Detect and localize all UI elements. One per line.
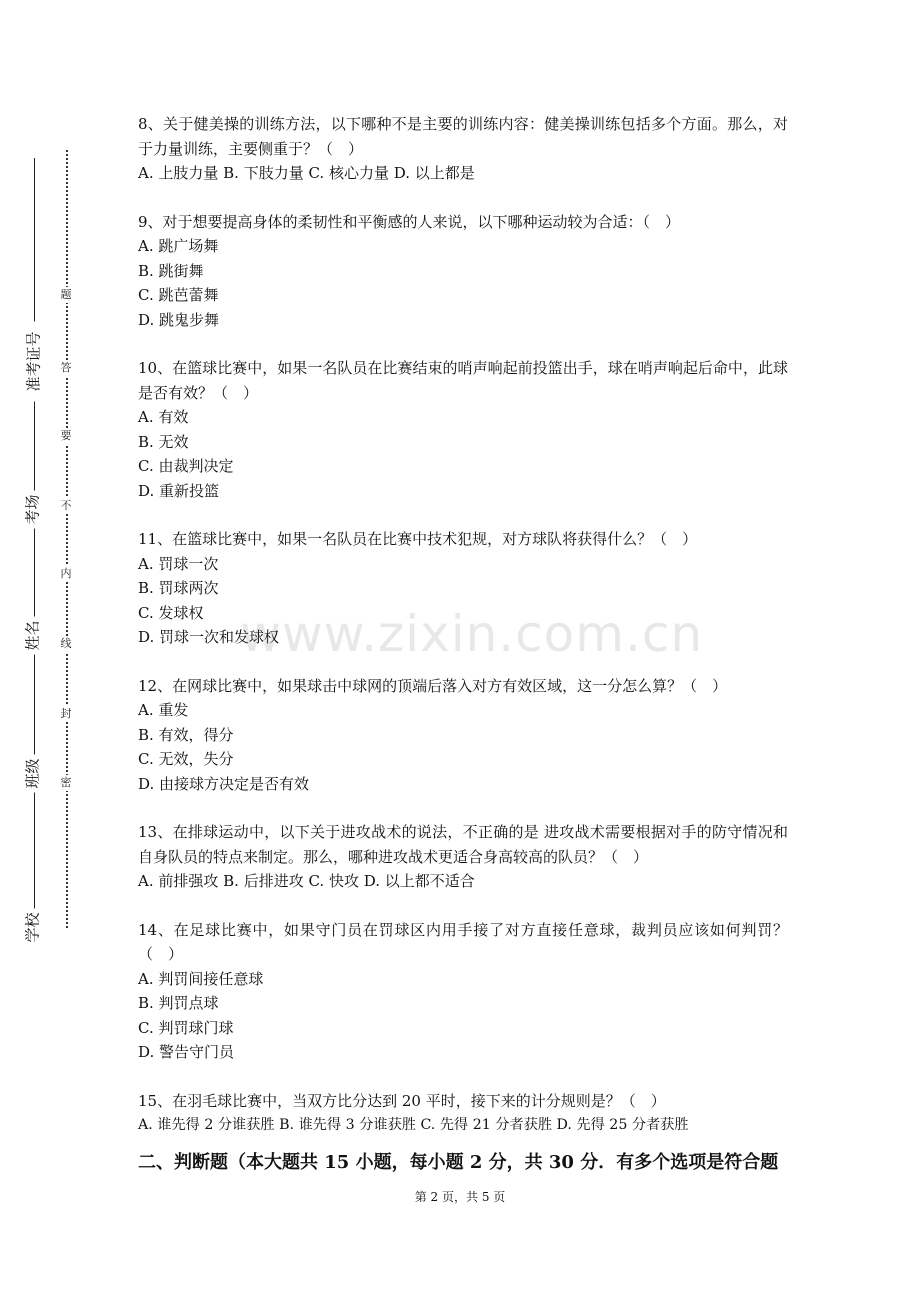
option: D. 警告守门员 xyxy=(138,1043,235,1061)
question-stem: 13、在排球运动中，以下关于进攻战术的说法，不正确的是 进攻战术需要根据对手的防守情况和自身队员的特点来制定。那么，哪种进攻战术更适合身高较高的队员？（ ） xyxy=(138,823,788,866)
options-inline: A. 谁先得 2 分谁获胜 B. 谁先得 3 分谁获胜 C. 先得 21 分者获胜 D. 先得 25 分者获胜 xyxy=(138,1117,689,1133)
option: D. 罚球一次和发球权 xyxy=(138,628,280,646)
option: A. 跳广场舞 xyxy=(138,237,219,255)
question-stem: 12、在网球比赛中，如果球击中球网的顶端后落入对方有效区域，这一分怎么算？（ ） xyxy=(138,676,728,695)
option: C. 跳芭蕾舞 xyxy=(138,286,219,304)
question-stem: 11、在篮球比赛中，如果一名队员在比赛中技术犯规，对方球队将获得什么？（ ） xyxy=(138,530,698,548)
question-11 xyxy=(138,527,788,650)
question-stem: 14、在足球比赛中，如果守门员在罚球区内用手接了对方直接任意球，裁判员应该如何判罚？（ ） xyxy=(138,920,788,963)
seal-char: 答 xyxy=(58,360,74,376)
option: D. 重新投篮 xyxy=(138,481,220,500)
option: B. 跳街舞 xyxy=(138,261,204,280)
option: C. 由裁判决定 xyxy=(138,457,234,475)
watermark: www.zixin.com.cn xyxy=(240,605,704,663)
option: A. 重发 xyxy=(138,701,189,719)
seal-char: 封 xyxy=(58,706,74,722)
question-stem: 8、关于健美操的训练方法，以下哪种不是主要的训练内容：健美操训练包括多个方面。那么，对于力量训练，主要侧重于？（ ） xyxy=(138,115,788,158)
seal-char: 线 xyxy=(58,636,74,652)
seal-char: 不 xyxy=(58,498,74,514)
question-10 xyxy=(138,356,788,503)
exam-room-label: 考场 xyxy=(24,491,43,529)
exam-number-label: 准考证号 xyxy=(25,322,44,402)
page-footer: 第 2 页，共 5 页 xyxy=(414,1190,506,1204)
seal-char: 密 xyxy=(58,775,74,791)
option: B. 有效，得分 xyxy=(138,725,234,744)
question-stem: 10、在篮球比赛中，如果一名队员在比赛结束的哨声响起前投篮出手，球在哨声响起后命中，此球是否有效？（ ） xyxy=(138,359,788,402)
class-label: 班级 xyxy=(24,755,43,793)
question-list xyxy=(138,112,788,1138)
option: B. 判罚点球 xyxy=(138,994,219,1012)
name-label: 姓名 xyxy=(24,617,43,655)
school-label: 学校 xyxy=(24,909,43,947)
option: C. 判罚球门球 xyxy=(138,1018,234,1037)
question-stem: 9、对于想要提高身体的柔韧性和平衡感的人来说，以下哪种运动较为合适：（ ） xyxy=(138,212,681,231)
seal-char: 题 xyxy=(58,287,74,303)
question-14 xyxy=(138,918,788,1065)
binding-solid-line xyxy=(34,158,35,934)
option: B. 罚球两次 xyxy=(138,579,219,597)
question-8 xyxy=(138,112,788,186)
question-9 xyxy=(138,210,788,333)
seal-dotted-line xyxy=(66,150,68,928)
question-12 xyxy=(138,674,788,797)
seal-char: 要 xyxy=(58,428,74,444)
option: A. 判罚间接任意球 xyxy=(138,969,264,988)
option: C. 发球权 xyxy=(138,603,204,622)
option: D. 跳鬼步舞 xyxy=(138,310,220,329)
options-inline: A. 上肢力量 B. 下肢力量 C. 核心力量 D. 以上都是 xyxy=(138,164,475,182)
option: A. 罚球一次 xyxy=(138,554,219,573)
question-15 xyxy=(138,1089,788,1138)
seal-char: 内 xyxy=(58,566,74,582)
question-13 xyxy=(138,820,788,894)
question-stem: 15、在羽毛球比赛中，当双方比分达到 20 平时，接下来的计分规则是？（ ） xyxy=(138,1091,666,1110)
option: D. 由接球方决定是否有效 xyxy=(138,774,310,793)
option: B. 无效 xyxy=(138,432,189,451)
section-heading: 二、判断题（本大题共 15 小题，每小题 2 分，共 30 分．有多个选项是符合题 xyxy=(138,1152,779,1173)
option: A. 有效 xyxy=(138,408,189,426)
option: C. 无效，失分 xyxy=(138,750,234,768)
options-inline: A. 前排强攻 B. 后排进攻 C. 快攻 D. 以上都不适合 xyxy=(138,872,475,890)
binding-margin xyxy=(0,0,120,1302)
